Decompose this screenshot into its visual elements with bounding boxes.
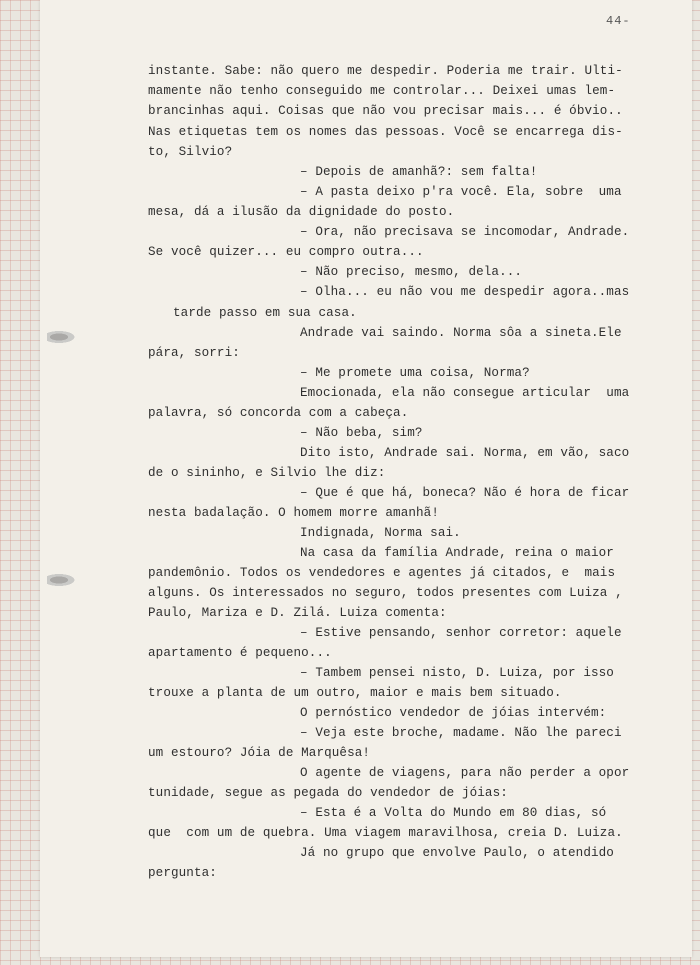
text-line: – A pasta deixo p'ra você. Ela, sobre uma [300, 185, 622, 199]
text-line: Indignada, Norma sai. [300, 526, 461, 540]
text-line: de o sininho, e Silvio lhe diz: [148, 466, 386, 480]
text-line: O pernóstico vendedor de jóias intervém: [300, 706, 607, 720]
punch-hole-mark [47, 330, 77, 344]
text-line: que com um de quebra. Uma viagem maravilhosa, creia D. Luiza. [148, 826, 623, 840]
text-line: tarde passo em sua casa. [173, 306, 357, 320]
text-line: – Olha... eu não vou me despedir agora..mas [300, 285, 630, 299]
text-line: Nas etiquetas tem os nomes das pessoas. Você se encarrega dis- [148, 125, 623, 139]
text-line: Dito isto, Andrade sai. Norma, em vão, saco [300, 446, 630, 460]
text-line: – Esta é a Volta do Mundo em 80 dias, só [300, 806, 607, 820]
text-line: – Tambem pensei nisto, D. Luiza, por isso [300, 666, 614, 680]
text-line: um estouro? Jóia de Marquêsa! [148, 746, 371, 760]
text-line: O agente de viagens, para não perder a opor [300, 766, 630, 780]
text-line: tunidade, segue as pegada do vendedor de jóias: [148, 786, 508, 800]
text-line: – Estive pensando, senhor corretor: aquele [300, 626, 622, 640]
text-line: – Veja este broche, madame. Não lhe pareci [300, 726, 622, 740]
text-line: pára, sorri: [148, 346, 240, 360]
text-line: instante. Sabe: não quero me despedir. Poderia me trair. Ulti- [148, 64, 623, 78]
page-number: 44- [606, 14, 631, 28]
text-line: brancinhas aqui. Coisas que não vou precisar mais... é óbvio.. [148, 104, 623, 118]
text-line: nesta badalação. O homem morre amanhã! [148, 506, 439, 520]
text-line: – Ora, não precisava se incomodar, Andrade. [300, 225, 630, 239]
text-line: alguns. Os interessados no seguro, todos presentes com Luiza , [148, 586, 623, 600]
text-line: Emocionada, ela não consegue articular uma [300, 386, 630, 400]
text-line: mesa, dá a ilusão da dignidade do posto. [148, 205, 455, 219]
text-line: – Me promete uma coisa, Norma? [300, 366, 530, 380]
text-line: Andrade vai saindo. Norma sôa a sineta.Ele [300, 326, 622, 340]
text-line: Se você quizer... eu compro outra... [148, 245, 424, 259]
text-line: Já no grupo que envolve Paulo, o atendido [300, 846, 614, 860]
text-line: mamente não tenho conseguido me controlar... Deixei umas lem- [148, 84, 616, 98]
text-line: – Não preciso, mesmo, dela... [300, 265, 523, 279]
punch-hole-mark [47, 573, 77, 587]
text-line: Na casa da família Andrade, reina o maior [300, 546, 614, 560]
text-line: Paulo, Mariza e D. Zilá. Luiza comenta: [148, 606, 447, 620]
text-line: pandemônio. Todos os vendedores e agentes já citados, e mais [148, 566, 616, 580]
text-line: palavra, só concorda com a cabeça. [148, 406, 409, 420]
text-line: – Não beba, sim? [300, 426, 423, 440]
text-line: to, Silvio? [148, 145, 233, 159]
text-line: pergunta: [148, 866, 217, 880]
text-line: – Que é que há, boneca? Não é hora de ficar [300, 486, 630, 500]
text-line: – Depois de amanhã?: sem falta! [300, 165, 538, 179]
text-line: apartamento é pequeno... [148, 646, 332, 660]
text-line: trouxe a planta de um outro, maior e mais bem situado. [148, 686, 562, 700]
